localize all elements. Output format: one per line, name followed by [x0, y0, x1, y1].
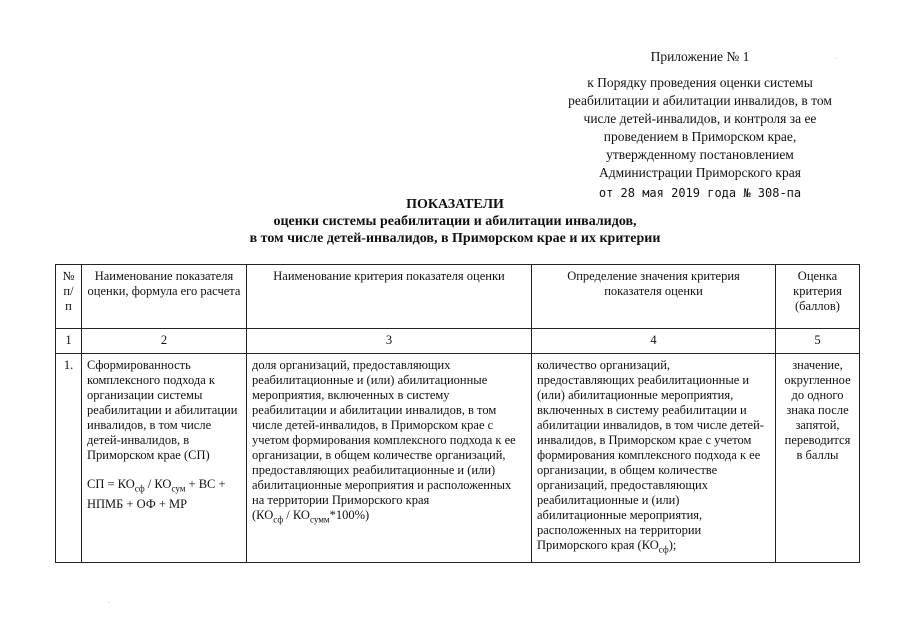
- criterion-cell: [247, 354, 532, 563]
- appendix-line: реабилитации и абилитации инвалидов, в том: [568, 93, 832, 108]
- score-cell: значение, округленное до одного знака после запятой, переводится в баллы: [776, 354, 860, 563]
- definition-cell: количество организаций, предоставляющих реабилитационные и (или) абилитационные мероприятия, включенных в систему реабилитации и абилитации инвалидов, в том числе детей-инвалидов, в Приморском крае с учетом формирования комплексного подхода к ее организации, в общем количестве организаций, предоставляющих реабилитационные и (или) абилитационные мероприятия, расположенных на территории Приморского края $(КО_{сф})$;: [532, 354, 776, 563]
- header-num: № п/п: [56, 265, 82, 329]
- title-line: оценки системы реабилитации и абилитации инвалидов,: [273, 214, 637, 229]
- title-main: ПОКАЗАТЕЛИ: [406, 197, 504, 212]
- table-header-row: [56, 265, 860, 329]
- scan-speck: .: [108, 596, 110, 605]
- appendix-line: утвержденному постановлением: [606, 147, 794, 162]
- definition-text: количество организаций, предоставляющих реабилитационные и (или) абилитационные мероприятия, включенных в систему реабилитации и абилитации инвалидов, в том числе детей-инвалидов, в Приморском крае с учетом формирования комплексного подхода к ее организации, в общем количестве организаций, предоставляющих реабилитационные и (или) абилитационные мероприятия, расположенных на территории Приморского края (КО: [537, 358, 764, 552]
- col-number: 2: [82, 329, 247, 354]
- appendix-block: [550, 48, 850, 202]
- header-score: Оценка критерия (баллов): [776, 265, 860, 329]
- criteria-table: [55, 264, 860, 563]
- col-number: 1: [56, 329, 82, 354]
- table-row: [56, 354, 860, 563]
- header-criterion: Наименование критерия показателя оценки: [247, 265, 532, 329]
- header-definition: Определение значения критерия показателя оценки: [532, 265, 776, 329]
- appendix-line: Администрации Приморского края: [599, 165, 801, 180]
- appendix-line: числе детей-инвалидов, и контроля за ее: [583, 111, 817, 126]
- indicator-formula: СП = $КО_{сф} / КО_{сум}$ + ВС + НПМБ + ОФ + МР: [87, 477, 226, 511]
- col-number: 4: [532, 329, 776, 354]
- scan-speck: .: [835, 52, 837, 61]
- col-number: 3: [247, 329, 532, 354]
- title-line: в том числе детей-инвалидов, в Приморском крае и их критерии: [249, 231, 661, 246]
- column-number-row: [56, 329, 860, 354]
- header-indicator: Наименование показателя оценки, формула его расчета: [82, 265, 247, 329]
- appendix-title: Приложение № 1: [650, 49, 750, 64]
- criterion-text: доля организаций, предоставляющих реабилитационные и (или) абилитационные мероприятия, включенных в систему реабилитации и абилитации инвалидов, в том числе детей-инвалидов, в Приморском крае с учетом формирования комплексного подхода к ее организации, в общем количестве организаций, предоставляющих реабилитационные и (или) абилитационные мероприятия и расположенных на территории Приморского края: [252, 358, 516, 507]
- appendix-line: проведением в Приморском крае,: [603, 129, 797, 144]
- row-number: 1.: [56, 354, 82, 563]
- appendix-line: к Порядку проведения оценки системы: [587, 75, 813, 90]
- indicator-cell: [82, 354, 247, 563]
- decree-date-line: от 28 мая 2019 года № 308-па: [598, 186, 802, 200]
- col-number: 5: [776, 329, 860, 354]
- document-title: [55, 196, 855, 247]
- criterion-formula: $(КО_{сф} / КО_{сумм}*100\%)$: [252, 508, 370, 525]
- indicator-text: Сформированность комплексного подхода к организации системы реабилитации и абилитации инвалидов, в том числе детей-инвалидов, в Приморском крае (СП): [87, 358, 238, 462]
